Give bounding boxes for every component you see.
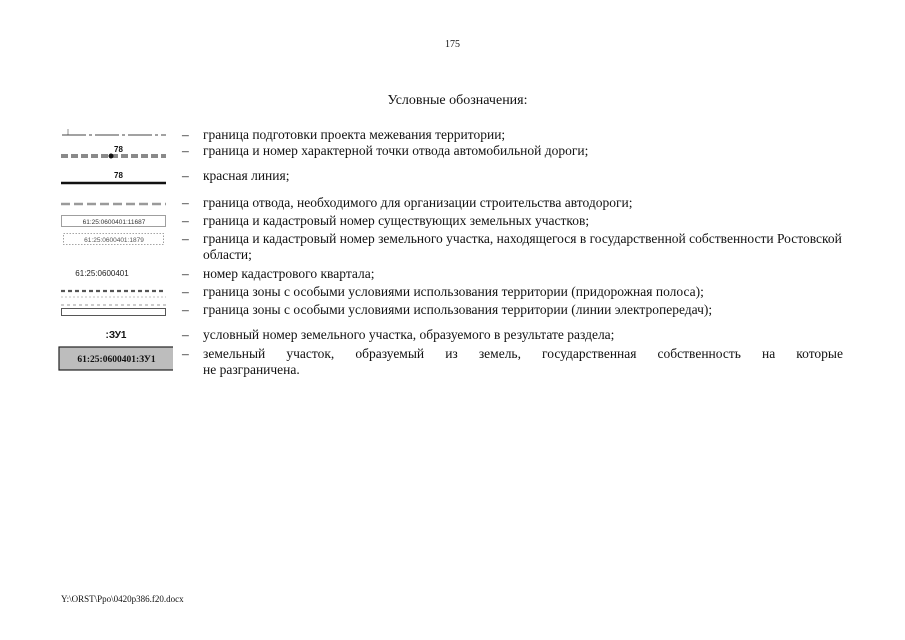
regional-parcel-symbol — [58, 231, 173, 247]
legend-text-line-2: не разграничена. — [203, 362, 300, 377]
legend-dash: – — [182, 327, 189, 342]
legend-text: граница подготовки проекта межевания территории; — [203, 127, 506, 142]
new-parcel-number-symbol — [58, 327, 173, 343]
legend-dash: – — [182, 168, 189, 183]
legend-dash: – — [182, 195, 189, 210]
survey-boundary-symbol — [58, 127, 173, 139]
legend-text: граница и кадастровый номер существующих земельных участков; — [203, 213, 590, 228]
roadside-zone-symbol — [58, 284, 173, 300]
undivided-parcel-number: 61:25:0600401:ЗУ1 — [77, 355, 156, 365]
red-line-label: 78 — [114, 171, 123, 180]
legend-text: красная линия; — [203, 168, 290, 183]
legend-text: номер кадастрового квартала; — [203, 266, 375, 281]
legend-text: условный номер земельного участка, образуемого в результате раздела; — [203, 327, 615, 342]
legend-dash: – — [182, 346, 189, 361]
legend-text: граница зоны с особыми условиями использования территории (придорожная полоса); — [203, 284, 704, 299]
legend-text: граница отвода, необходимого для организации строительства автодороги; — [203, 195, 633, 210]
legend-dash: – — [182, 284, 189, 299]
red-line-symbol — [58, 168, 173, 188]
document-path: Y:\ORST\Ppo\0420p386.f20.docx — [61, 594, 184, 604]
legend-dash: – — [182, 266, 189, 281]
legend-title: Условные обозначения: — [387, 93, 528, 108]
legend-text: граница и кадастровый номер земельного участка, находящегося в государственной собственности Ростовской области; — [203, 231, 842, 262]
page-number: 175 — [445, 39, 460, 50]
legend-text — [203, 346, 843, 378]
cadastral-quarter-symbol — [58, 266, 173, 282]
existing-parcel-number: 61:25:0600401:11687 — [82, 219, 146, 226]
legend-text: граница зоны с особыми условиями использования территории (линии электропередач); — [203, 302, 713, 317]
existing-parcel-symbol — [58, 213, 173, 229]
regional-parcel-number: 61:25:0600401:1879 — [84, 237, 144, 244]
construction-allotment-symbol — [58, 195, 173, 211]
legend-dash: – — [182, 302, 189, 317]
power-line-zone-symbol — [58, 302, 173, 318]
point-number-label: 78 — [114, 145, 123, 154]
legend-dash: – — [182, 231, 189, 246]
legend-text-line-1: земельный участок, образуемый из земель, государственная собственность на которые — [203, 346, 843, 361]
undivided-land-parcel-symbol — [58, 346, 173, 372]
legend-dash: – — [182, 143, 189, 158]
legend-text: граница и номер характерной точки отвода автомобильной дороги; — [203, 143, 589, 158]
road-allotment-point-symbol — [58, 143, 173, 161]
new-parcel-number: :ЗУ1 — [105, 330, 127, 341]
cadastral-quarter-number: 61:25:0600401 — [75, 269, 129, 278]
legend-dash: – — [182, 213, 189, 228]
legend-dash: – — [182, 127, 189, 142]
